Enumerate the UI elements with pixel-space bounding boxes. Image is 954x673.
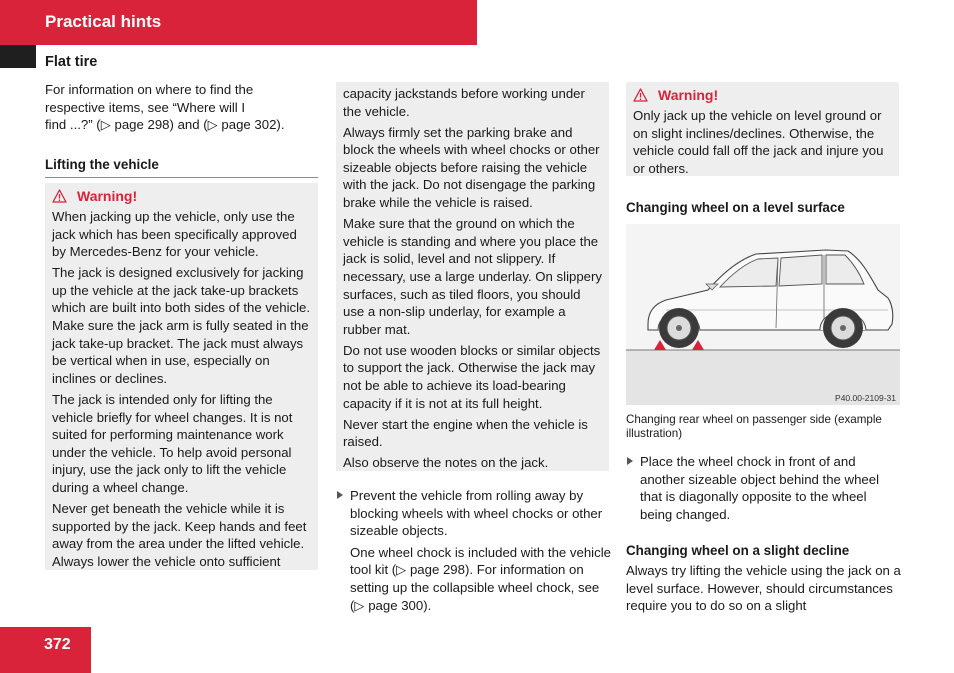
intro-paragraph bbox=[45, 81, 325, 134]
warning-box-level-ground bbox=[626, 82, 899, 176]
illustration-code: P40.00-2109-31 bbox=[835, 393, 896, 403]
instruction-step bbox=[627, 453, 899, 523]
warning-paragraph: Make sure that the ground on which the vehicle is standing and where you place the jack is solid, level and not slippery. If necessary, use a large underlay. On slippery surfaces, such as tiled floors, you should use a non-slip underlay, for example a rubber mat. bbox=[343, 216, 602, 337]
warning-paragraph: Only jack up the vehicle on level ground or on slight inclines/declines. Otherwise, the vehicle could fall off the jack and injure you or others. bbox=[633, 108, 884, 176]
illustration-caption: Changing rear wheel on passenger side (example illustration) bbox=[626, 413, 882, 440]
bullet-arrow-icon bbox=[627, 457, 633, 465]
warning-paragraph: When jacking up the vehicle, only use the jack which has been specifically approved by Mercedes-Benz for your vehicle. bbox=[52, 209, 297, 260]
instruction-step bbox=[337, 487, 612, 614]
warning-paragraph: Never get beneath the vehicle while it is supported by the jack. Keep hands and feet away from the area under the lifted vehicle. Always lower the vehicle onto sufficient bbox=[52, 501, 307, 569]
warning-title bbox=[633, 86, 893, 104]
car-on-jack-illustration bbox=[626, 224, 900, 405]
warning-title-label: Warning! bbox=[77, 188, 138, 204]
level-surface-heading: Changing wheel on a level surface bbox=[626, 200, 845, 215]
chapter-title: Practical hints bbox=[45, 12, 162, 31]
intro-line: For information on where to find the bbox=[45, 82, 254, 97]
slight-decline-heading: Changing wheel on a slight decline bbox=[626, 543, 850, 558]
lifting-heading: Lifting the vehicle bbox=[45, 157, 159, 172]
page-number: 372 bbox=[44, 636, 71, 653]
instruction-note: One wheel chock is included with the vehicle tool kit (▷ page 298). For information on setting up the collapsible wheel chock, see (▷ page 300). bbox=[350, 544, 611, 613]
warning-paragraph: Do not use wooden blocks or similar objects to support the jack. Otherwise the jack may not be able to achieve its load-bearing capacity if it is not at its full height. bbox=[343, 342, 601, 411]
warning-triangle-icon bbox=[52, 189, 67, 203]
chapter-header-bar bbox=[0, 0, 477, 45]
warning-paragraph: Always firmly set the parking brake and block the wheels with wheel chocks or other sizeable objects before raising the vehicle with the jack. Do not disengage the parking brake while the vehicle is raised. bbox=[343, 124, 600, 211]
warning-box-continued bbox=[336, 82, 609, 471]
page-number-box bbox=[0, 627, 91, 673]
warning-paragraph: Also observe the notes on the jack. bbox=[343, 455, 549, 471]
warning-paragraph: capacity jackstands before working under the vehicle. bbox=[343, 86, 585, 119]
section-title: Flat tire bbox=[45, 54, 98, 70]
bullet-arrow-icon bbox=[337, 491, 343, 499]
instruction-text: Place the wheel chock in front of and another sizeable object behind the wheel that is diagonally opposite to the wheel being changed. bbox=[640, 454, 880, 522]
decline-paragraph: Always try lifting the vehicle using the jack on a level surface. However, should circumstances require you to do so on a slight bbox=[626, 563, 901, 614]
warning-paragraph: Never start the engine when the vehicle is raised. bbox=[343, 416, 588, 450]
warning-triangle-icon bbox=[633, 88, 648, 102]
suv-drawing bbox=[626, 224, 900, 405]
intro-line: respective items, see “Where will I bbox=[45, 99, 246, 115]
intro-line: find ...?” (▷ page 298) and (▷ page 302). bbox=[45, 117, 285, 133]
warning-paragraph: The jack is intended only for lifting the vehicle briefly for wheel changes. It is not suited for performing maintenance work under the vehicle. To help avoid personal injury, use the jack only to lift the vehicle during a wheel change. bbox=[52, 391, 293, 495]
section-tab-marker bbox=[0, 45, 36, 68]
warning-box-lifting bbox=[45, 183, 318, 570]
warning-title-label: Warning! bbox=[658, 87, 719, 103]
heading-rule bbox=[45, 177, 318, 178]
warning-title bbox=[52, 187, 312, 205]
instruction-text: Prevent the vehicle from rolling away by blocking wheels with wheel chocks or other sizeable objects. bbox=[350, 488, 603, 539]
warning-paragraph: The jack is designed exclusively for jacking up the vehicle at the jack take-up brackets which are built into both sides of the vehicle. Make sure the jack arm is fully seated in the jack take-up bracket. The jack must always be vertical when in use, especially on inclines or declines. bbox=[52, 265, 311, 386]
